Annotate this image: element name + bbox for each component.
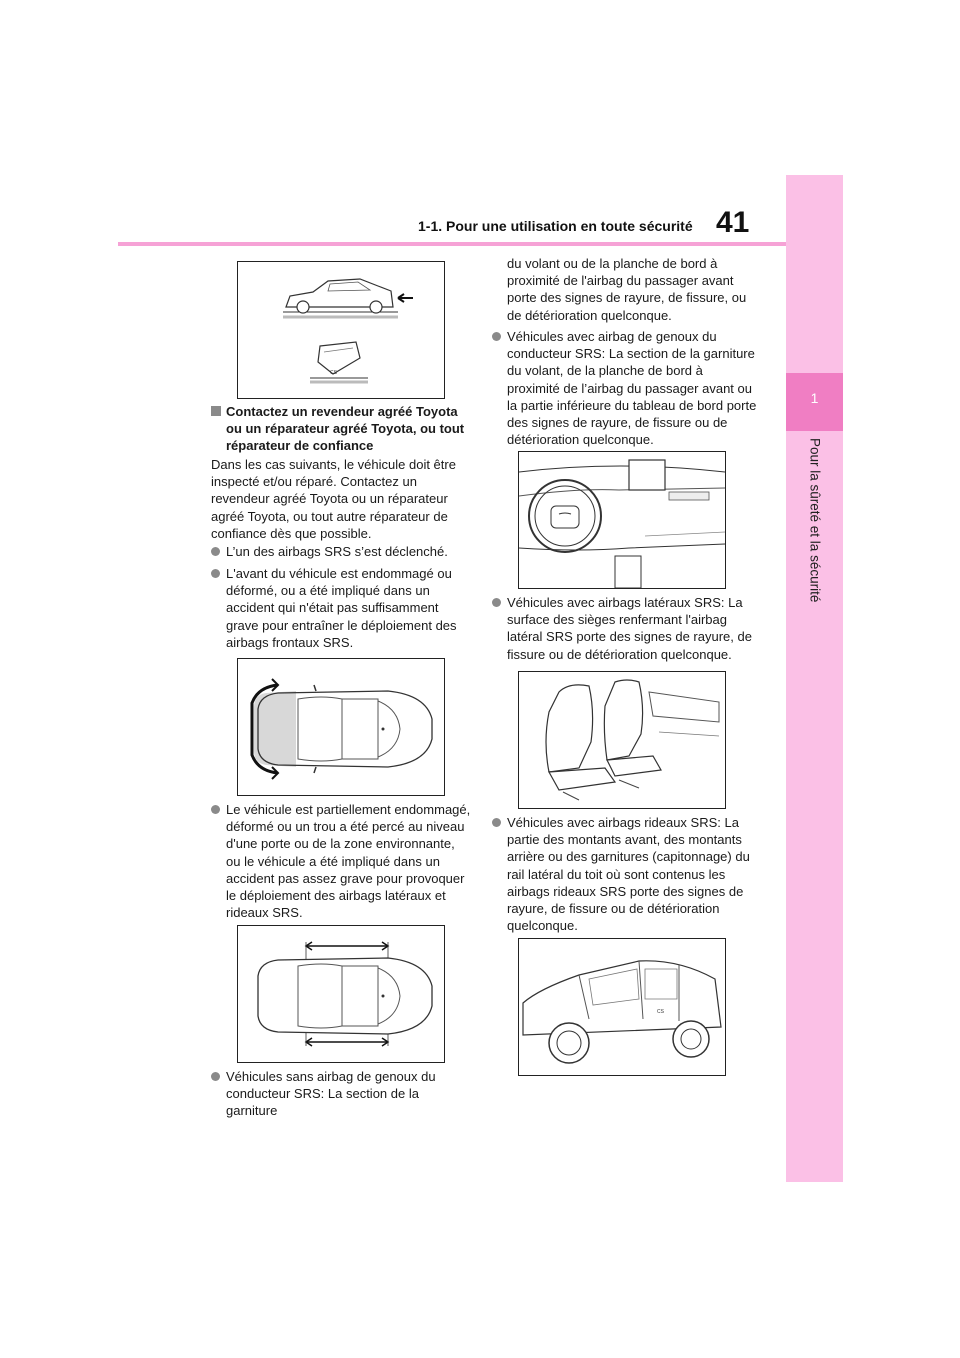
bullet-icon bbox=[492, 598, 501, 607]
side-damage-illustration bbox=[237, 925, 445, 1063]
header-rule bbox=[118, 242, 786, 246]
continuation-paragraph: du volant ou de la planche de bord à proximité de l'airbag du passager avant porte des signes de rayure, de fissure, ou de détérioration quelconque. bbox=[507, 256, 747, 323]
bullet-icon bbox=[211, 547, 220, 556]
bullet-icon bbox=[492, 332, 501, 341]
chapter-number: 1 bbox=[810, 390, 819, 406]
heading-square-icon bbox=[211, 406, 221, 416]
chapter-side-tab bbox=[786, 175, 843, 1182]
bullet-icon bbox=[211, 569, 220, 578]
rear-impact-illustration bbox=[237, 261, 445, 399]
front-damage-illustration bbox=[237, 658, 445, 796]
bullet-icon bbox=[211, 805, 220, 814]
intro-paragraph: Dans les cas suivants, le véhicule doit être inspecté et/ou réparé. Contactez un revendeur agréé Toyota ou un réparateur agréé Toyota, ou tout autre réparateur de confiance dès que possible. bbox=[211, 457, 456, 541]
cs-stamp: CS bbox=[330, 370, 337, 376]
cs-stamp: CS bbox=[657, 1009, 664, 1015]
bullet-icon bbox=[492, 818, 501, 827]
rear-impact-drawing bbox=[238, 262, 444, 398]
chapter-title: Pour la sûreté et la sécurité bbox=[807, 438, 823, 603]
page-number: 41 bbox=[716, 206, 750, 239]
bullet-icon bbox=[211, 1072, 220, 1081]
dashboard-illustration bbox=[518, 451, 726, 589]
curtain-airbag-illustration bbox=[518, 938, 726, 1076]
section-title: 1-1. Pour une utilisation en toute sécurité bbox=[418, 218, 693, 234]
side-airbag-seat-illustration bbox=[518, 671, 726, 809]
